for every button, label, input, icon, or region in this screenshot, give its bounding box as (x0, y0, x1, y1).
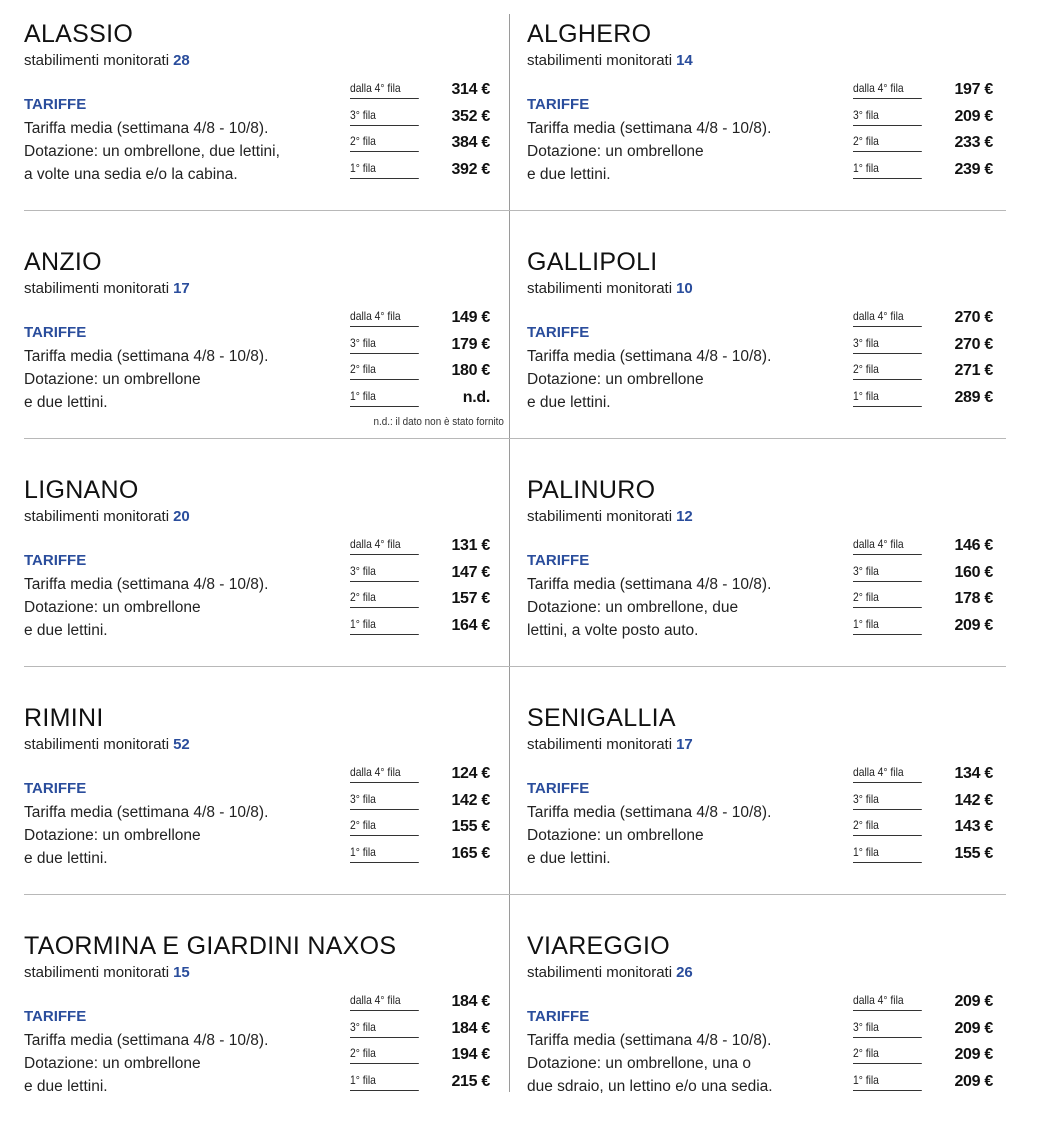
city-name: RIMINI (24, 704, 104, 732)
row-position-label: dalla 4° fila (350, 537, 419, 555)
row-position-label: 2° fila (853, 362, 922, 380)
monitored-number: 52 (173, 736, 190, 753)
price-value: 270 € (954, 309, 993, 326)
tariff-description (527, 573, 847, 642)
description-line: Dotazione: un ombrellone, due lettini, (24, 143, 280, 160)
monitored-number: 20 (173, 508, 190, 525)
price-row (350, 616, 490, 643)
row-position-label: 1° fila (853, 389, 922, 407)
price-value: 271 € (954, 362, 993, 380)
description-line: e due lettini. (527, 166, 611, 183)
price-value: 179 € (451, 335, 490, 353)
description-line: Dotazione: un ombrellone (527, 827, 704, 844)
row-position-label: 1° fila (350, 161, 419, 179)
price-table (853, 764, 993, 870)
location-card (527, 928, 1007, 1133)
tariffe-heading: TARIFFE (527, 324, 590, 341)
price-value: 165 € (451, 844, 490, 862)
monitored-number: 14 (676, 52, 693, 69)
description-line: Tariffa media (settimana 4/8 - 10/8). (24, 1032, 269, 1049)
description-line: Dotazione: un ombrellone (24, 827, 201, 844)
row-position-label: dalla 4° fila (350, 309, 419, 327)
monitored-label: stabilimenti monitorati (24, 508, 170, 525)
location-card (527, 700, 1007, 905)
description-line: e due lettini. (24, 850, 108, 867)
price-row (350, 536, 490, 563)
price-row (350, 817, 490, 844)
city-name: SENIGALLIA (527, 704, 676, 732)
city-name: LIGNANO (24, 476, 139, 504)
description-line: e due lettini. (24, 394, 108, 411)
location-card (24, 472, 504, 677)
description-line: Tariffa media (settimana 4/8 - 10/8). (527, 576, 772, 593)
monitored-number: 17 (676, 736, 693, 753)
monitored-count (527, 52, 693, 69)
description-line: Tariffa media (settimana 4/8 - 10/8). (24, 804, 269, 821)
price-value: 155 € (954, 844, 993, 862)
price-value: 147 € (451, 563, 490, 581)
row-position-label: dalla 4° fila (853, 81, 922, 99)
monitored-number: 15 (173, 964, 190, 981)
monitored-label: stabilimenti monitorati (527, 964, 673, 981)
price-table (350, 764, 490, 870)
monitored-label: stabilimenti monitorati (24, 736, 170, 753)
price-value: 157 € (451, 590, 490, 608)
tariff-description (24, 573, 344, 642)
price-value: 194 € (451, 1046, 490, 1064)
monitored-count (527, 280, 693, 297)
description-line: Dotazione: un ombrellone, una o (527, 1055, 752, 1072)
price-table (853, 80, 993, 186)
monitored-count (24, 964, 190, 981)
price-value: 215 € (451, 1072, 490, 1090)
price-row (350, 791, 490, 818)
location-card (24, 928, 504, 1133)
row-position-label: 3° fila (350, 336, 419, 354)
price-row (853, 160, 993, 187)
price-row (350, 563, 490, 590)
tariff-description (527, 117, 847, 186)
price-row (350, 335, 490, 362)
monitored-number: 28 (173, 52, 190, 69)
description-line: Tariffa media (settimana 4/8 - 10/8). (24, 120, 269, 137)
row-position-label: 2° fila (350, 134, 419, 152)
price-row (350, 80, 490, 107)
location-card (527, 244, 1007, 449)
description-line: lettini, a volte posto auto. (527, 622, 699, 639)
price-row (350, 992, 490, 1019)
row-position-label: 1° fila (350, 389, 419, 407)
row-position-label: 3° fila (853, 108, 922, 126)
row-position-label: 1° fila (853, 1073, 922, 1091)
monitored-label: stabilimenti monitorati (527, 280, 673, 297)
price-row (350, 133, 490, 160)
description-line: a volte una sedia e/o la cabina. (24, 166, 238, 183)
price-row (853, 992, 993, 1019)
price-row (853, 133, 993, 160)
footnote: n.d.: il dato non è stato fornito (373, 416, 504, 428)
tariffe-heading: TARIFFE (527, 780, 590, 797)
price-row (350, 1019, 490, 1046)
price-value: 164 € (451, 616, 490, 634)
price-value: 180 € (451, 362, 490, 380)
price-value: 142 € (451, 791, 490, 809)
monitored-number: 26 (676, 964, 693, 981)
price-row (853, 1072, 993, 1099)
price-value: 131 € (451, 537, 490, 554)
monitored-count (24, 52, 190, 69)
price-table (853, 536, 993, 642)
row-position-label: 1° fila (350, 845, 419, 863)
tariffe-heading: TARIFFE (527, 1008, 590, 1025)
price-row (853, 616, 993, 643)
row-position-label: dalla 4° fila (350, 81, 419, 99)
tariff-description (24, 801, 344, 870)
price-table (350, 308, 490, 414)
monitored-label: stabilimenti monitorati (24, 964, 170, 981)
row-position-label: 3° fila (350, 792, 419, 810)
location-card (24, 16, 504, 221)
tariffe-heading: TARIFFE (24, 96, 87, 113)
price-value: 197 € (954, 81, 993, 98)
price-value: 155 € (451, 818, 490, 836)
location-card (527, 16, 1007, 221)
price-row (350, 1072, 490, 1099)
row-position-label: 1° fila (350, 617, 419, 635)
description-line: Tariffa media (settimana 4/8 - 10/8). (527, 1032, 772, 1049)
description-line: Tariffa media (settimana 4/8 - 10/8). (527, 120, 772, 137)
description-line: Dotazione: un ombrellone (527, 143, 704, 160)
price-row (853, 791, 993, 818)
description-line: Dotazione: un ombrellone, due (527, 599, 739, 616)
row-position-label: 3° fila (853, 336, 922, 354)
description-line: e due lettini. (527, 394, 611, 411)
row-position-label: 2° fila (853, 818, 922, 836)
monitored-count (24, 508, 190, 525)
price-row (350, 361, 490, 388)
price-value: 146 € (954, 537, 993, 554)
monitored-number: 17 (173, 280, 190, 297)
tariffe-heading: TARIFFE (24, 780, 87, 797)
price-table (350, 80, 490, 186)
price-value: 270 € (954, 335, 993, 353)
monitored-count (527, 736, 693, 753)
price-value: 134 € (954, 765, 993, 782)
price-value: 289 € (954, 388, 993, 406)
row-position-label: 2° fila (853, 1046, 922, 1064)
row-position-label: 2° fila (853, 590, 922, 608)
description-line: e due lettini. (527, 850, 611, 867)
description-line: Tariffa media (settimana 4/8 - 10/8). (24, 348, 269, 365)
monitored-label: stabilimenti monitorati (527, 736, 673, 753)
monitored-label: stabilimenti monitorati (527, 52, 673, 69)
price-value: 124 € (451, 765, 490, 782)
price-row (853, 308, 993, 335)
price-row (853, 764, 993, 791)
description-line: e due lettini. (24, 1078, 108, 1095)
description-line: due sdraio, un lettino e/o una sedia. (527, 1078, 773, 1095)
monitored-label: stabilimenti monitorati (24, 280, 170, 297)
row-position-label: 3° fila (350, 1020, 419, 1038)
price-row (853, 563, 993, 590)
tariffe-heading: TARIFFE (24, 552, 87, 569)
row-position-label: 3° fila (853, 1020, 922, 1038)
city-name: ALGHERO (527, 20, 652, 48)
price-row (350, 844, 490, 871)
price-value: 149 € (451, 309, 490, 326)
price-value: 233 € (954, 134, 993, 152)
row-position-label: 3° fila (350, 108, 419, 126)
row-position-label: 3° fila (853, 792, 922, 810)
price-row (853, 388, 993, 415)
city-name: ALASSIO (24, 20, 134, 48)
price-row (853, 844, 993, 871)
price-value: 184 € (451, 993, 490, 1010)
row-position-label: 1° fila (853, 845, 922, 863)
monitored-label: stabilimenti monitorati (527, 508, 673, 525)
price-row (350, 1045, 490, 1072)
price-row (853, 536, 993, 563)
tariff-description (24, 117, 344, 186)
city-name: TAORMINA E GIARDINI NAXOS (24, 932, 397, 960)
price-value: 209 € (954, 1019, 993, 1037)
description-line: Dotazione: un ombrellone (527, 371, 704, 388)
price-value: 384 € (451, 134, 490, 152)
monitored-number: 12 (676, 508, 693, 525)
description-line: Tariffa media (settimana 4/8 - 10/8). (24, 576, 269, 593)
tariff-description (24, 1029, 344, 1098)
description-line: Tariffa media (settimana 4/8 - 10/8). (527, 804, 772, 821)
price-value: 209 € (954, 616, 993, 634)
row-position-label: 2° fila (350, 362, 419, 380)
price-row (853, 1045, 993, 1072)
price-row (853, 107, 993, 134)
price-table (350, 992, 490, 1098)
row-position-label: 1° fila (350, 1073, 419, 1091)
description-line: Dotazione: un ombrellone (24, 599, 201, 616)
price-row (350, 764, 490, 791)
tariffe-heading: TARIFFE (527, 552, 590, 569)
price-row (853, 80, 993, 107)
price-row (350, 388, 490, 415)
price-row (350, 589, 490, 616)
row-position-label: dalla 4° fila (853, 309, 922, 327)
tariffe-heading: TARIFFE (24, 1008, 87, 1025)
monitored-count (24, 736, 190, 753)
price-value: 392 € (451, 160, 490, 178)
tariff-description (527, 801, 847, 870)
row-position-label: 2° fila (853, 134, 922, 152)
price-row (853, 361, 993, 388)
price-value: 239 € (954, 160, 993, 178)
price-value: 209 € (954, 993, 993, 1010)
city-name: ANZIO (24, 248, 102, 276)
city-name: PALINURO (527, 476, 656, 504)
price-row (853, 335, 993, 362)
price-value: 209 € (954, 1072, 993, 1090)
price-value: n.d. (462, 388, 490, 406)
tariff-description (527, 345, 847, 414)
monitored-count (24, 280, 190, 297)
row-position-label: 2° fila (350, 1046, 419, 1064)
description-line: Tariffa media (settimana 4/8 - 10/8). (527, 348, 772, 365)
price-row (350, 308, 490, 335)
price-value: 184 € (451, 1019, 490, 1037)
row-position-label: 3° fila (350, 564, 419, 582)
column-divider (509, 14, 510, 1092)
price-row (853, 1019, 993, 1046)
row-position-label: dalla 4° fila (350, 765, 419, 783)
price-value: 314 € (451, 81, 490, 98)
city-name: GALLIPOLI (527, 248, 658, 276)
description-line: Dotazione: un ombrellone (24, 1055, 201, 1072)
description-line: Dotazione: un ombrellone (24, 371, 201, 388)
city-name: VIAREGGIO (527, 932, 671, 960)
tariffe-heading: TARIFFE (527, 96, 590, 113)
tariff-description (24, 345, 344, 414)
monitored-label: stabilimenti monitorati (24, 52, 170, 69)
row-position-label: dalla 4° fila (853, 993, 922, 1011)
price-value: 352 € (451, 107, 490, 125)
price-row (853, 589, 993, 616)
location-card (527, 472, 1007, 677)
tariff-description (527, 1029, 847, 1098)
row-position-label: 2° fila (350, 818, 419, 836)
row-position-label: 3° fila (853, 564, 922, 582)
monitored-count (527, 508, 693, 525)
row-position-label: dalla 4° fila (853, 765, 922, 783)
price-row (350, 107, 490, 134)
price-value: 160 € (954, 563, 993, 581)
row-position-label: 1° fila (853, 161, 922, 179)
price-table (853, 308, 993, 414)
row-position-label: dalla 4° fila (350, 993, 419, 1011)
monitored-count (527, 964, 693, 981)
description-line: e due lettini. (24, 622, 108, 639)
price-value: 142 € (954, 791, 993, 809)
location-card (24, 700, 504, 905)
row-position-label: 2° fila (350, 590, 419, 608)
price-row (350, 160, 490, 187)
monitored-number: 10 (676, 280, 693, 297)
price-value: 209 € (954, 107, 993, 125)
location-card (24, 244, 504, 449)
price-value: 178 € (954, 590, 993, 608)
price-row (853, 817, 993, 844)
price-value: 143 € (954, 818, 993, 836)
row-position-label: 1° fila (853, 617, 922, 635)
tariffe-heading: TARIFFE (24, 324, 87, 341)
price-table (350, 536, 490, 642)
row-position-label: dalla 4° fila (853, 537, 922, 555)
price-value: 209 € (954, 1046, 993, 1064)
price-table (853, 992, 993, 1098)
